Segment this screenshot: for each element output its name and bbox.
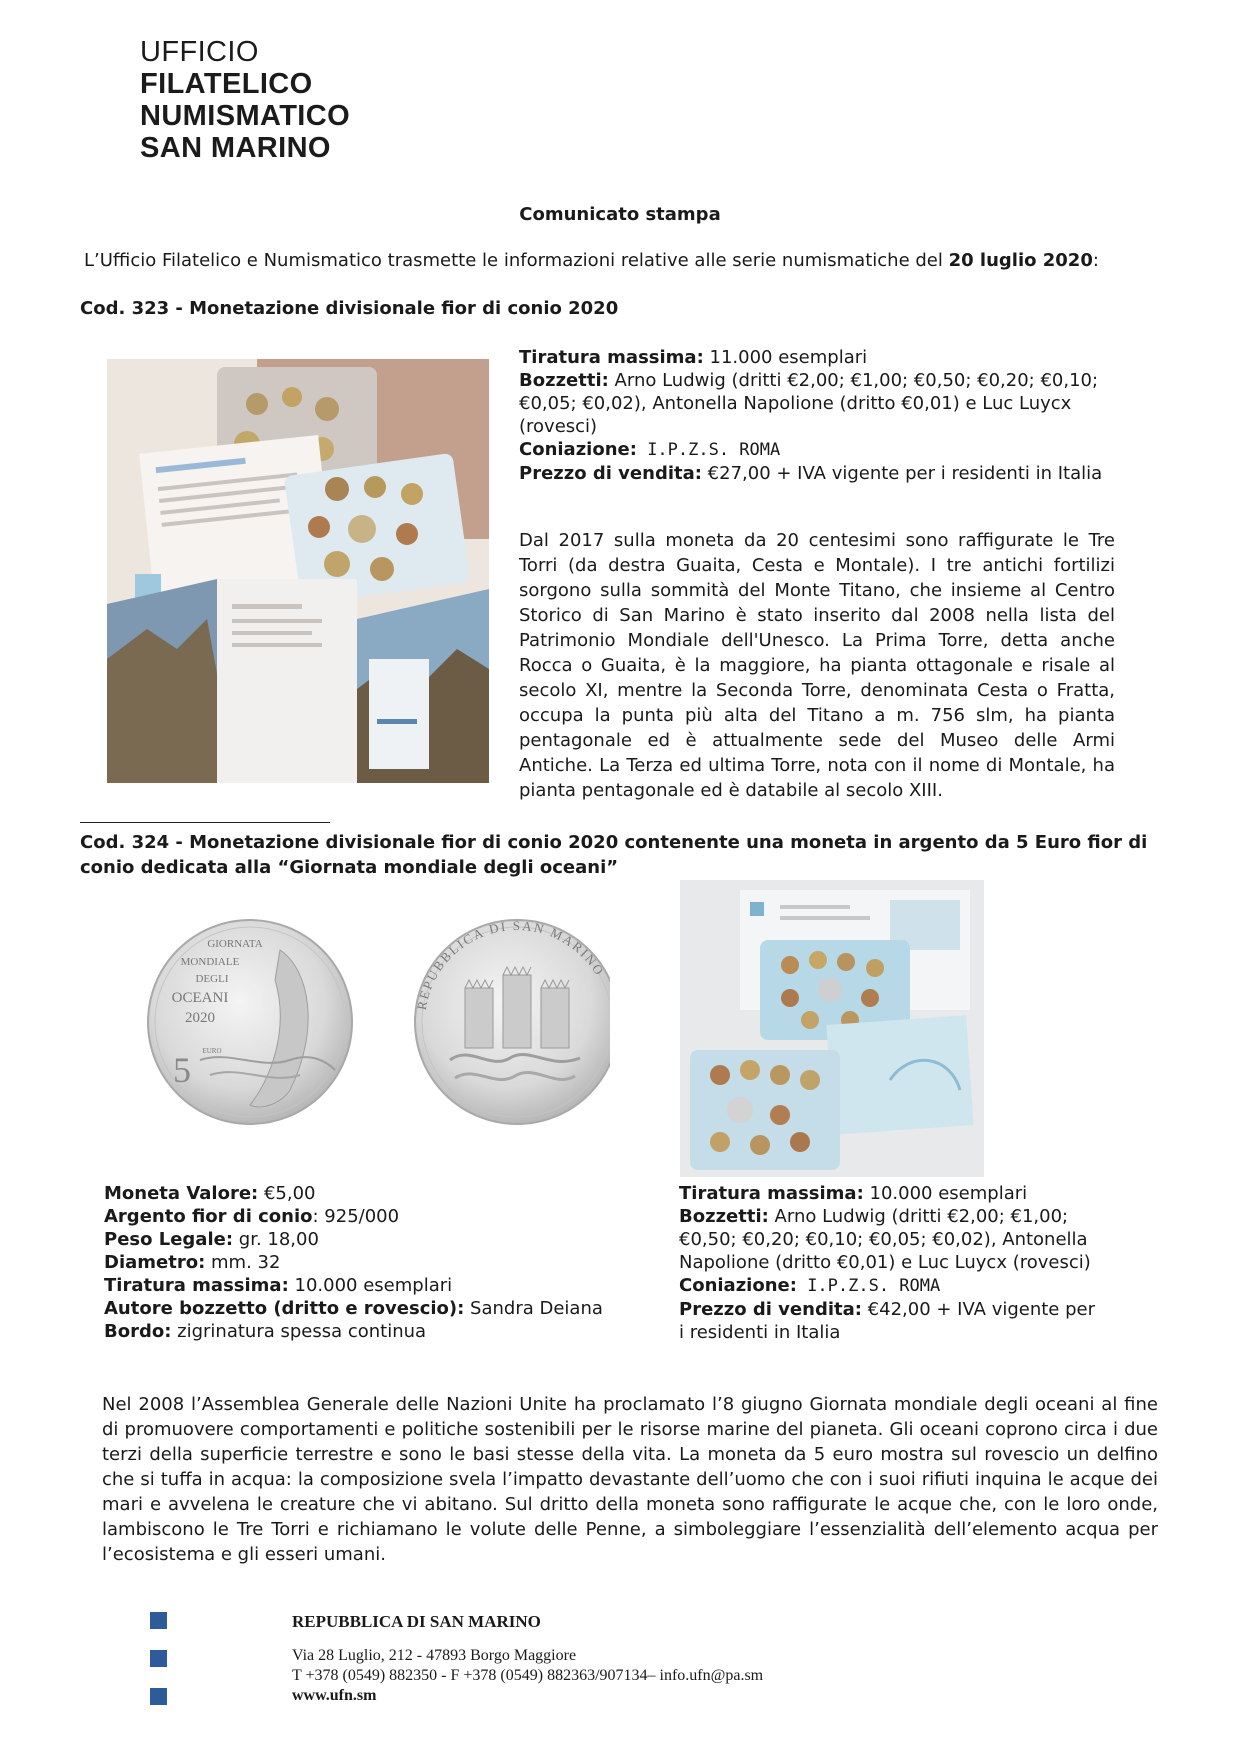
silver-coin-images [140,910,610,1135]
press-release-title: Comunicato stampa [519,204,721,225]
spec-coniazione [519,438,1119,462]
spec-bozzetti [519,369,1119,438]
ufn-logo [140,36,460,164]
section-323-title: Cod. 323 - Monetazione divisionale fior di conio 2020 [80,298,619,319]
spec-value: €27,00 + IVA vigente per i residenti in Italia [701,463,1103,484]
spec-tiratura [679,1182,1099,1205]
coin-text-legend: REPUBBLICA DI SAN MARINO [413,918,608,1011]
spec-label: Prezzo di vendita: [679,1299,862,1320]
footer-square-icon [150,1650,167,1667]
coin-obverse [148,920,352,1124]
coin-text-mondiale: MONDIALE [180,956,240,968]
spec-value: Arno Ludwig (dritti €2,00; €1,00; €0,50; €0,20; €0,10; €0,05; €0,02), Antonella Napolione (dritto €0,01) e Luc Luycx (rovesci) [679,1206,1091,1273]
spec-bozzetti [679,1205,1099,1274]
coin-set-324-photo [680,880,984,1177]
spec-label: Diametro: [104,1252,206,1273]
logo-line-san-marino: SAN MARINO [140,132,331,164]
spec-prezzo [519,462,1119,485]
spec-value: zigrinatura spessa continua [171,1321,427,1342]
silver-coin-specs [104,1182,664,1343]
spec-coniazione [679,1274,1099,1298]
spec-label: Coniazione: [519,439,637,460]
spec-row [104,1251,664,1274]
spec-tiratura [519,346,1119,369]
spec-value: €42,00 + IVA vigente per i residenti in Italia [679,1299,1096,1343]
spec-label: Bozzetti: [519,370,609,391]
spec-value: €5,00 [258,1183,316,1204]
spec-value: Sandra Deiana [464,1298,603,1319]
spec-row [104,1182,664,1205]
spec-label: Bordo: [104,1321,172,1342]
section-324-description: Nel 2008 l’Assemblea Generale delle Nazioni Unite ha proclamato l’8 giugno Giornata mondiale degli oceani al fine di promuovere comportamenti e politiche sostenibili per le risorse marine del pianeta. Gli oceani coprono circa i due terzi della superficie terrestre e sono le basi stesse della vita. La moneta da 5 euro mostra sul rovescio un delfino che si tuffa in acqua: la composizione svela l’impatto devastante dell’uomo che con i suoi rifiuti inquina le acque dei mari e avvelena le creature che vi abitano. Sul dritto della moneta sono raffigurate le acque che, con le loro onde, lambiscono le Tre Torri e richiamano le volute delle Penne, a simboleggiare l’essenzialità dell’elemento acqua per l’ecosistema e gli esseri umani. [102,1394,1158,1565]
logo-line-filatelico: FILATELICO [140,68,313,100]
spec-row [104,1228,664,1251]
logo-line-numismatico: NUMISMATICO [140,100,351,132]
spec-prezzo [679,1298,1099,1344]
spec-label: Prezzo di vendita: [519,463,702,484]
spec-value: gr. 18,00 [233,1229,319,1250]
spec-label: Coniazione: [679,1275,797,1296]
section-324-specs [679,1182,1099,1344]
spec-label: Moneta Valore: [104,1183,259,1204]
spec-label: Tiratura massima: [104,1275,289,1296]
section-divider [80,822,330,823]
footer-square-icon [150,1612,167,1629]
spec-label: Peso Legale: [104,1229,234,1250]
section-324-title: Cod. 324 - Monetazione divisionale fior di conio 2020 contenente una moneta in argento da 5 Euro fior di conio dedicata alla “Giornata mondiale degli oceani” [80,832,1148,878]
spec-label: Tiratura massima: [679,1183,864,1204]
coin-text-oceani: OCEANI [171,990,229,1006]
footer-org: REPUBBLICA DI SAN MARINO [292,1612,541,1631]
intro-text: L’Ufficio Filatelico e Numismatico trasmette le informazioni relative alle serie numismatiche del [84,250,949,271]
spec-value: 10.000 esemplari [863,1183,1028,1204]
spec-value: mm. 32 [205,1252,281,1273]
silver-coin-illustration [140,910,610,1135]
spec-row [104,1297,664,1320]
spec-label: Bozzetti: [679,1206,769,1227]
intro-paragraph [84,250,1184,271]
section-323-specs [519,346,1119,485]
coin-set-323-illustration [107,359,489,783]
coin-reverse [414,918,610,1124]
footer-contacts[interactable]: T +378 (0549) 882350 - F +378 (0549) 882363/907134– info.ufn@pa.sm [292,1667,764,1684]
logo-line-ufficio: UFFICIO [140,36,259,68]
spec-value: : 925/000 [312,1206,400,1227]
coin-text-giornata: GIORNATA [207,938,263,950]
footer [292,1610,992,1706]
coin-text-year: 2020 [185,1010,215,1026]
intro-date: 20 luglio 2020 [948,250,1093,271]
spec-row [104,1320,664,1343]
coin-text-value: 5 [173,1050,191,1090]
spec-value: I.P.Z.S. ROMA [796,1276,941,1296]
footer-website-link[interactable]: www.ufn.sm [292,1687,377,1704]
spec-value: Arno Ludwig (dritti €2,00; €1,00; €0,50; €0,20; €0,10; €0,05; €0,02), Antonella Napolione (dritto €0,01) e Luc Luycx (rovesci) [519,370,1099,437]
coin-set-324-illustration [680,880,984,1177]
coin-set-323-photo [107,359,489,783]
spec-value: 11.000 esemplari [703,347,868,368]
spec-row [104,1205,664,1228]
spec-label: Argento fior di conio [104,1206,313,1227]
spec-label: Autore bozzetto (dritto e rovescio): [104,1298,465,1319]
section-323-description: Dal 2017 sulla moneta da 20 centesimi sono raffigurate le Tre Torri (da destra Guaita, Cesta e Montale). I tre antichi fortilizi sorgono sulla sommità del Monte Titano, che insieme al Centro Storico di San Marino è stato inserito dal 2008 nella lista del Patrimonio Mondiale dell'Unesco. La Prima Torre, detta anche Rocca o Guaita, è la maggiore, ha pianta ottagonale e risale al secolo XI, mentre la Seconda Torre, denominata Cesta o Fratta, occupa la punta più alta del Titano a m. 756 slm, ha pianta pentagonale ed è attualmente sede del Museo delle Armi Antiche. La Terza ed ultima Torre, nota con il nome di Montale, ha pianta pentagonale ed è databile al secolo XIII. [519,530,1115,801]
coin-text-degli: DEGLI [195,973,229,985]
spec-row [104,1274,664,1297]
intro-end: : [1092,250,1099,271]
footer-address: Via 28 Luglio, 212 - 47893 Borgo Maggiore [292,1647,577,1664]
footer-square-icon [150,1688,167,1705]
coin-text-unit: EURO [202,1047,222,1055]
spec-value: 10.000 esemplari [288,1275,453,1296]
spec-value: I.P.Z.S. ROMA [636,440,781,460]
spec-label: Tiratura massima: [519,347,704,368]
